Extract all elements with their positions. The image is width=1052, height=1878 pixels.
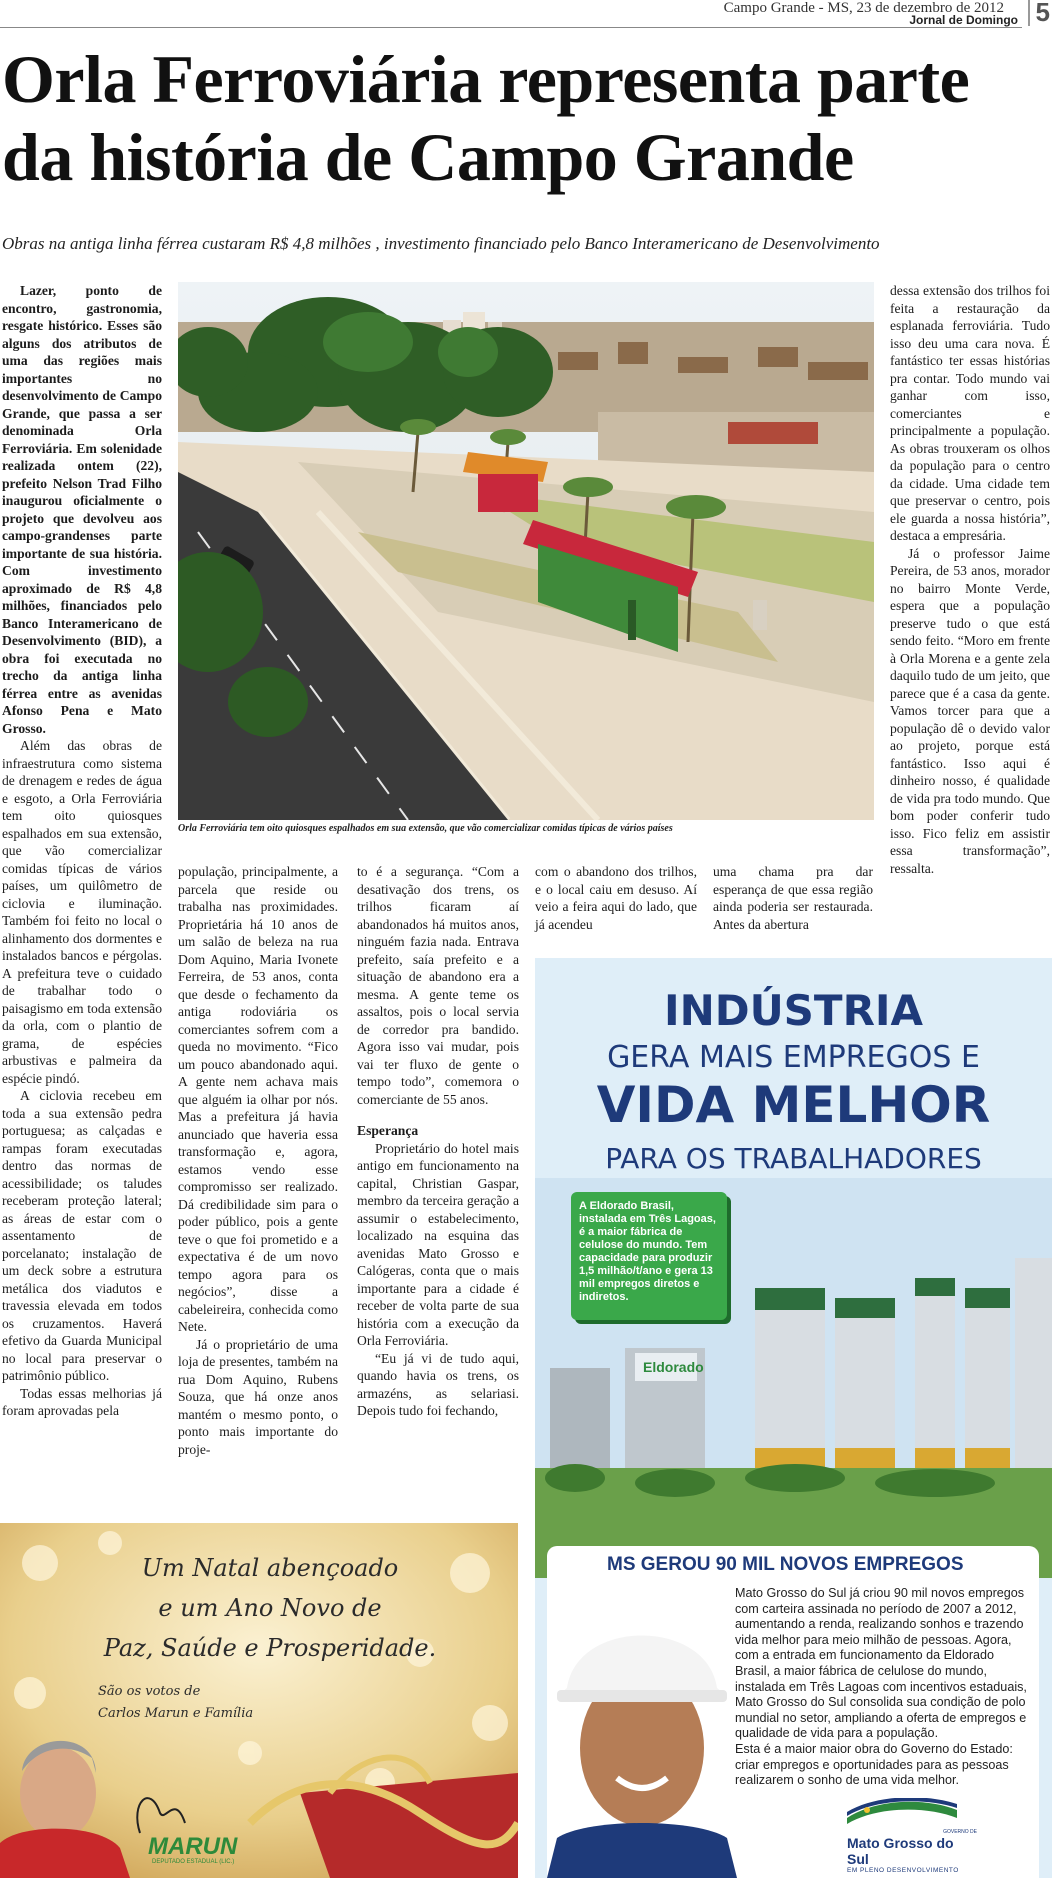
paragraph: A ciclovia recebeu em toda a sua extensão pedra portuguesa; as calçadas e rampas foram executadas dentro das normas de acessibilidade; os taludes receberam proteção lateral; as áreas de estar com o assentamento de porcelanato; instalação de um deck sobre a estrutura metálica dos viadutos e travessia elevada em todos os cruzamentos. Haverá efetivo da Guarda Municipal no local para preservar o patrimônio público. — [2, 1088, 162, 1383]
paragraph: dessa extensão dos trilhos foi feita a restauração da esplanada ferroviária. Tudo isso deu uma cara nova. É fantástico ter essas histórias pra contar. Todo mundo vai ganhar com isso, comerciantes e principalmente a população. As obras trouxeram os olhos da população para o centro da cidade. Uma cidade tem que preservar o centro, pois ele guarda a nossa história”, destaca a empresária. — [890, 283, 1050, 543]
ad-heading-industria: INDÚSTRIA — [663, 986, 924, 1035]
orla-photo — [178, 282, 874, 820]
signature-line-1: São os votos de — [98, 1684, 201, 1699]
ms-flag-icon — [847, 1798, 957, 1824]
headline-line-1: Orla Ferroviária representa parte — [2, 41, 970, 117]
page-header — [0, 0, 1052, 30]
article-column-6 — [890, 282, 1050, 877]
headline-line-2: da história de Campo Grande — [2, 119, 854, 195]
christmas-signature — [98, 1681, 253, 1725]
paragraph: uma chama pra dar esperança de que essa região ainda poderia ser restaurada. Antes da abertura — [713, 864, 873, 932]
article-column-4 — [535, 863, 697, 933]
gov-tagline: EM PLENO DESENVOLVIMENTO — [847, 1867, 959, 1874]
page-number: 5 — [1028, 0, 1050, 26]
signature-line-2: Carlos Marun e Família — [98, 1706, 254, 1721]
marun-logo-subtitle: DEPUTADO ESTADUAL (LIC.) — [152, 1859, 235, 1865]
ad-heading-vida-melhor: VIDA MELHOR — [596, 1076, 991, 1134]
lead-paragraph: Lazer, ponto de encontro, gastronomia, resgate histórico. Esses são alguns dos atributos de uma das regiões mais importantes no desenvolvimento de Campo Grande, que passa a ser denominada Orla Ferroviária. Em solenidade realizada ontem (22), prefeito Nelson Trad Filho inaugurou oficialmente o projeto que devolveu aos campo-grandenses parte importante de sua história. Com investimento aproximado de R$ 4,8 milhões, financiados pelo Banco Interamericano de Desenvolvimento (BID), a obra foi executada no trecho da antiga linha férrea entre as avenidas Afonso Pena e Mato Grosso. — [2, 283, 162, 736]
gov-small-label: GOVERNO DE — [943, 1829, 977, 1835]
paragraph: população, principalmente, a parcela que reside ou trabalha nas proximidades. Proprietária há 10 anos de um salão de beleza na rua Dom Aquino, Maria Ivonete Ferreira, de 53 anos, conta que desde o fechamento da antiga rodoviária os comerciantes sofrem com a queda no movimento. “Fico um pouco abandonado aqui. A gente nem achava mais que alguém ia olhar por nós. Mas a prefeitura já havia anunciado que haveria essa transformação e, agora, estamos vendo esse compromisso ser realizado. Dá credibilidade sim para o poder público, pois a gente teve o que foi prometido e a expectativa é de um novo tempo agora para os negócios”, disse a cabeleireira, conhecida como Nete. — [178, 864, 338, 1334]
ad-heading-gera: GERA MAIS EMPREGOS E — [607, 1040, 980, 1075]
gov-name: Mato Grosso do Sul — [847, 1835, 954, 1867]
article-column-1 — [2, 282, 162, 1420]
paragraph: to é a segurança. “Com a desativação dos trens, os trilhos ficaram aí abandonados há muitos anos, ninguém fazia nada. Entrava prefeito, saía prefeito e a situação de abandono era a mesma. A gente teme os assaltos, pois o local servia de corredor pra bandido. Agora isso vai mudar, pois vai ter fluxo de gente o tempo todo”, comemora o comerciante de 55 anos. — [357, 864, 519, 1107]
greeting-line-2: e um Ano Novo de — [158, 1594, 382, 1622]
paragraph: Além das obras de infraestrutura como sistema de drenagem e redes de água e esgoto, a Orla Ferroviária tem oito quiosques espalhados em sua extensão, que vão comercializar comidas típicas de vários países, um quilômetro de ciclovia e iluminação. Também foi feito no local o alinhamento dos dormentes e instalados bancos e pérgolas. A prefeitura teve o cuidado de trabalhar todo o paisagismo em toda extensão da orla, com o plantio de grama, de espécies arbustivas e palmeira da espécie pindó. — [2, 738, 162, 1086]
paragraph: Todas essas melhorias já foram aprovadas pela — [2, 1385, 162, 1418]
paragraph: Já o professor Jaime Pereira, de 53 anos, morador no bairro Monte Verde, espera que a população preserve tudo o que está sendo feito. “Moro em frente à Orla Morena e a gente zela daquilo tudo de um jeito, que parece que é a casa da gente. Vamos torcer para que a população dê o devido valor ao projeto, porque está fantástico. Isso aqui é dinheiro nosso, é qualidade de vida pra todo mundo. Que bom poder conferir tudo isso. Fico feliz em assistir essa transformação”, ressalta. — [890, 545, 1050, 876]
eldorado-info-box: A Eldorado Brasil, instalada em Três Lagoas, é a maior fábrica de celulose do mundo. Tem capacidade para produzir 1,5 milhão/t/ano e gera 13 mil empregos diretos e indiretos. — [571, 1192, 727, 1320]
article-column-3 — [357, 863, 519, 1420]
christmas-ad — [0, 1523, 518, 1878]
industry-ad — [535, 958, 1052, 1878]
ms-jobs-title: MS GEROU 90 MIL NOVOS EMPREGOS — [607, 1554, 964, 1575]
header-rule — [0, 27, 1022, 28]
orla-aerial-image — [178, 282, 874, 820]
ms-government-logo — [847, 1798, 977, 1874]
paragraph: com o abandono dos trilhos, e o local caiu em desuso. Aí veio a feira aqui do lado, que já acendeu — [535, 864, 697, 932]
paragraph: “Eu já vi de tudo aqui, quando havia os trens, os armazéns, as selariasi. Depois tudo foi fechando, — [357, 1350, 519, 1418]
marun-logo: MARUN — [148, 1833, 238, 1860]
photo-caption: Orla Ferroviária tem oito quiosques espalhados em sua extensão, que vão comercializar comidas típicas de vários países — [178, 823, 673, 834]
ad-heading-trabalhadores: PARA OS TRABALHADORES — [605, 1142, 982, 1175]
article-column-5 — [713, 863, 873, 933]
ms-paragraph-2: Esta é a maior maior obra do Governo do Estado: criar empregos e oportunidades para as pessoas realizarem o sonho de uma vida melhor. — [735, 1741, 1013, 1788]
ms-paragraph-1: Mato Grosso do Sul já criou 90 mil novos empregos com carteira assinada no período de 2007 a 2012, aumentando a renda, realizando sonhos e trazendo vida melhor para meio milhão de pessoas. Agora, com a entrada em funcionamento da Eldorado Brasil, a maior fábrica de celulose do mundo, instalada em Três Lagoas com incentivos estaduais, Mato Grosso do Sul consolida sua condição de polo mundial no setor, ampliando a oferta de empregos e qualidade de vida para a população. — [735, 1586, 1027, 1741]
christmas-greeting — [60, 1548, 480, 1668]
ms-jobs-panel — [547, 1546, 1039, 1878]
ms-jobs-text — [735, 1586, 1031, 1789]
article-column-2 — [178, 863, 338, 1458]
greeting-line-3: Paz, Saúde e Prosperidade. — [103, 1634, 437, 1662]
headline — [2, 40, 1052, 196]
newspaper-name: Jornal de Domingo — [909, 13, 1018, 27]
paragraph: Já o proprietário de uma loja de presentes, também na rua Dom Aquino, Rubens Souza, que há onze anos mantém o mesmo ponto, o ponto mais importante do proje- — [178, 1336, 338, 1457]
greeting-line-1: Um Natal abençoado — [141, 1554, 399, 1582]
dateline: Campo Grande - MS, 23 de dezembro de 2012 — [723, 0, 1004, 16]
paragraph: Proprietário do hotel mais antigo em funcionamento na capital, Christian Gaspar, membro da terceira geração a assumir o estabelecimento, localizado na esquina das avenidas Mato Grosso e Calógeras, conta que o mais importante para a cidade é receber de volta parte de sua história com a execução da Orla Ferroviária. — [357, 1140, 519, 1348]
worker-illustration — [547, 1578, 737, 1878]
eldorado-sign: Eldorado — [643, 1359, 704, 1375]
article-deck: Obras na antiga linha férrea custaram R$ 4,8 milhões , investimento financiado pelo Banco Interamericano de Desenvolvimento — [2, 234, 880, 253]
subheading-esperanca: Esperança — [357, 1123, 419, 1138]
